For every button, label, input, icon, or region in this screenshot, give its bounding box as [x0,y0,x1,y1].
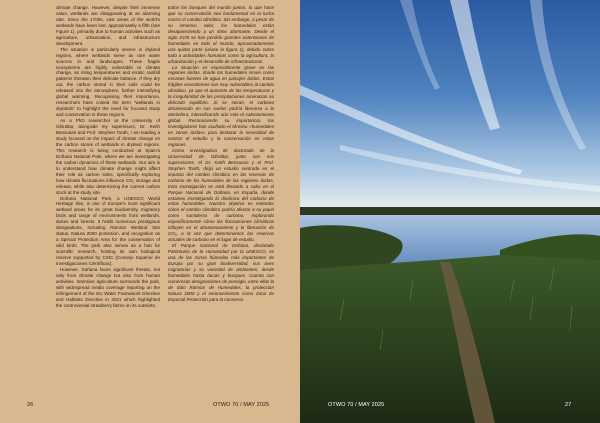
paragraph: As a PhD researcher at the University of Gibraltar, alongside my supervisors, Dr. Keith Bensusan and Prof. Stephen Touth, I am leading a study focused on the impact of climate change on the carbon stores of wetlands in dryland regions. This research is being conducted at Spain's Doñana National Park, where we are investigating the carbon dynamics of these wetlands. Our aim is to understand how climate change might affect their role as carbon sinks, specifically exploring how climate fluctuations influence CO₂ storage and release, while also determining the current carbon stock at the study site. [56,118,160,195]
english-column [56,5,160,395]
paragraph: Doñana National Park, a UNESCO World Heritage Site, is one of Europe's most significant wetland areas for its great biodiversity, migratory birds and range of environments from wetlands, dunes and forests. It holds numerous prestigious designations, including Ramsar Wetland Site status, Natura 2000 protection, and recognition as a Special Protection Area for the conservation of wild birds. The park also serves as a hub for scientific research, hosting its own biological reserve supported by CSIC (Consejo Superior de Investigaciones Científicas). [56,195,160,266]
paragraph: La situación es especialmente grave en las regiones áridas, donde los humedales sirven como escasas fuentes de agua en paisajes áridos. Estos frágiles ecosistemas son muy vulnerables al cambio climático, ya que el aumento de las temperaturas y la irregularidad de las precipitaciones amenazan su delicado equilibrio. Si se secan, el carbono almacenado en sus suelos podría liberarse a la atmósfera, intensificando aún más el calentamiento global. Reconociendo su importancia, los investigadores han acuñado el término «humedales en zonas áridas» para destacar la necesidad de centrar el estudio y la conservación en estas regiones. [168,64,274,147]
wetland-photo [300,0,600,423]
paragraph: The situation is particularly severe in dryland regions, where wetlands serve as rare water sources in arid landscapes. These fragile ecosystems are highly vulnerable to climate change, as rising temperatures and erratic rainfall patterns threaten their delicate balance. If they dry out, the carbon stored in their soils could be released into the atmosphere, further intensifying global warming. Recognising their importance, researchers have coined the term "wetlands in drylands" to highlight the need for focused study and conservation in these regions. [56,46,160,118]
paragraph: climate change. However, despite their immense value, wetlands are disappearing at an alarming rate. Since the 1700s, vast areas of the world's wetlands have been lost, approximately a fifth (see Figure 1), primarily due to human activities such as agriculture, urbanisation, and infrastructure development. [56,5,160,46]
paragraph: Como investigadora de doctorado de la Universidad de Gibraltar, junto con mis supervisores, el Dr. Keith Bensusan y el Prof. Stephen Tooth, dirijo un estudio centrado en el impacto del cambio climático en las reservas de carbono de los humedales de las regiones áridas. Esta investigación se está llevando a cabo en el Parque Nacional de Doñana, en España, donde estamos investigando la dinámica del carbono de estos humedales. Nuestro objetivo es entender cómo el cambio climático podría afectar a su papel como sumideros de carbono, explorando específicamente cómo las fluctuaciones climáticas influyen en el almacenamiento y la liberación de CO₂, a la vez que determinamos las reservas actuales de carbono en el lugar de estudio. [168,147,274,243]
magazine-issue-left: OTWO 70 / MAY 2025 [213,402,270,408]
page-number-right: 27 [565,402,572,408]
paragraph: todos los bosques del mundo juntos, lo que hace que su conservación sea fundamental en la lucha contra el cambio climático. Sin embargo, a pesar de su inmenso valor, los humedales están desapareciendo a un ritmo alarmante. Desde el siglo XVIII se han perdido grandes extensiones de humedales en todo el mundo, aproximadamente una quinta parte (véase la figura 1), debido sobre todo a actividades humanas como la agricultura, la urbanización y el desarrollo de infraestructuras. [168,5,274,64]
paragraph: El Parque Nacional de Doñana, declarado Patrimonio de la Humanidad por la UNESCO, es una de las zonas húmedas más importantes de Europa por su gran biodiversidad, sus aves migratorias y su variedad de ambientes, desde humedales hasta dunas y bosques. Cuenta con numerosas designaciones de prestigio, entre ellas la de Sitio Ramsar de Humedales, la protección Natura 2000 y el reconocimiento como Zona de Especial Protección para la conserva- [168,243,274,302]
landscape-image [300,0,600,423]
magazine-issue-right: OTWO 70 / MAY 2025 [328,402,385,408]
page-number-left: 26 [27,402,34,408]
spanish-column [168,5,274,395]
paragraph: However, Doñana faces significant threats, not only from climate change but also from human activities. Intensive agriculture surrounds the park, with widespread media coverage reporting on the infringement of the EU Water Framework Directive and Habitats Directive in 2021 which highlighted the controversial strawberry farms on its outskirts. [56,266,160,308]
